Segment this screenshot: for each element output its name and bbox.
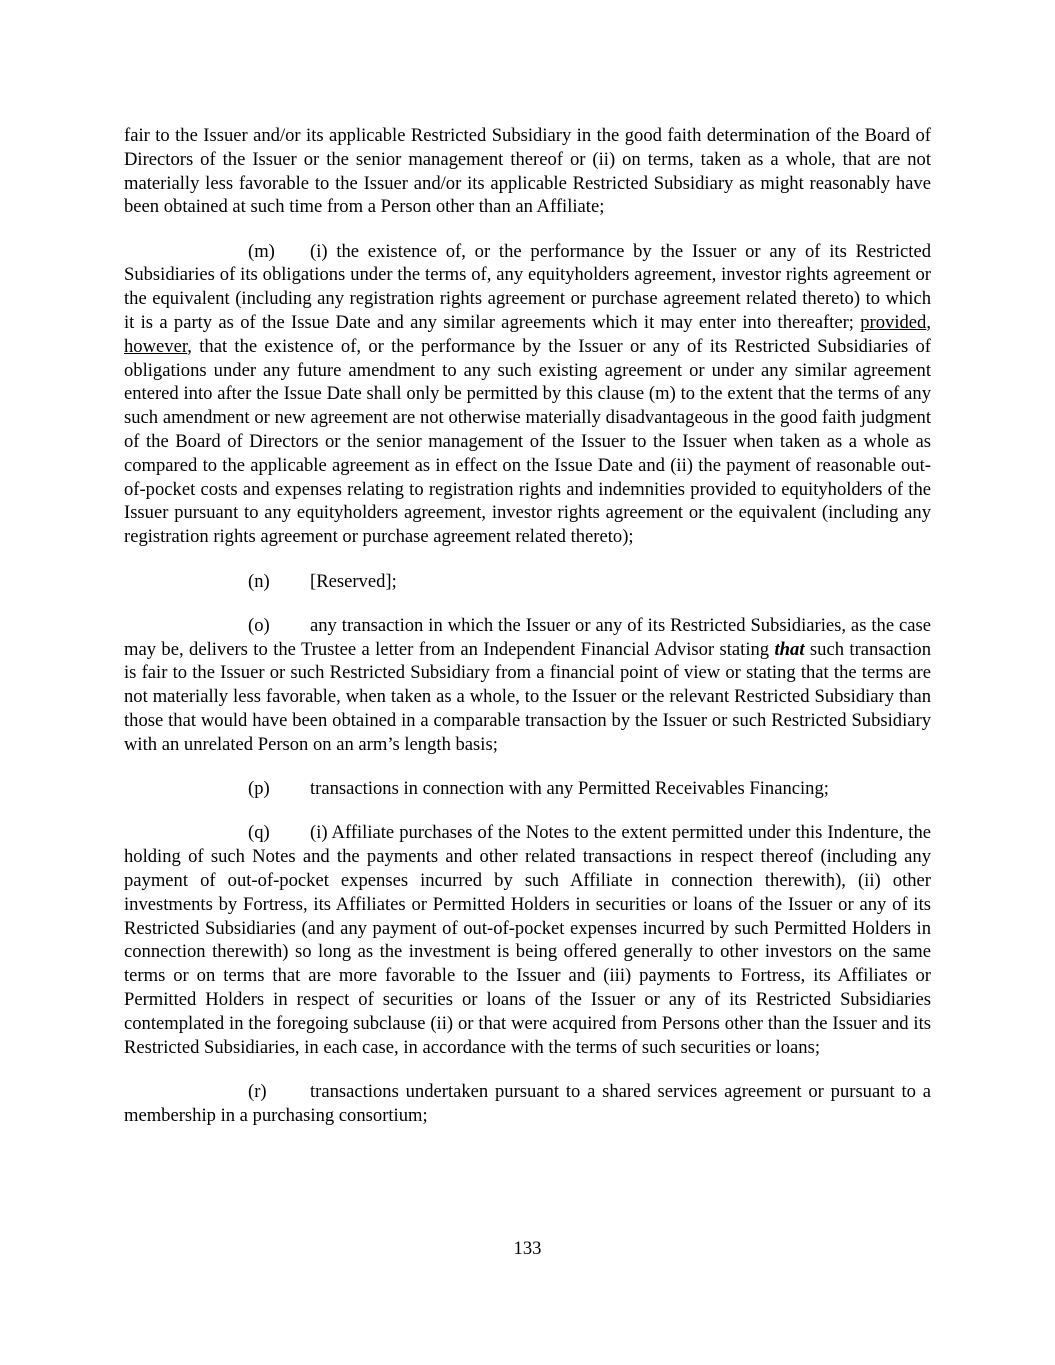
document-page — [124, 124, 931, 1148]
paragraph-text: any transaction in which the Issuer or any of its Restricted Subsidiaries, as the case may be, delivers to the Trustee a letter from an Independent Financial Advisor stating — [124, 614, 931, 660]
clause-label: (p) — [248, 778, 270, 800]
paragraph-text: (i) the existence of, or the performance by the Issuer or any of its Restricted Subsidiaries of its obligations under the terms of, any equityholders agreement, investor rights agreement or the equivalent (including any registration rights agreement or purchase agreement related thereto) to which it is a party as of the Issue Date and any similar agreements which it may enter into thereafter; — [124, 240, 931, 334]
paragraph-q — [124, 821, 931, 1059]
paragraph-text: transactions in connection with any Permitted Receivables Financing; — [310, 778, 829, 800]
paragraph-text: (i) Affiliate purchases of the Notes to the extent permitted under this Indenture, the holding of such Notes and the payments and other related transactions in respect thereof (including any payment of out-of-pocket expenses incurred by such Affiliate in connection therewith), (ii) other investments by Fortress, its Affiliates or Permitted Holders in securities or loans of the Issuer or any of its Restricted Subsidiaries (and any payment of out-of-pocket expenses incurred by such Permitted Holders in connection therewith) so long as the investment is being offered generally to other investors on the same terms or on terms that are more favorable to the Issuer and (iii) payments to Fortress, its Affiliates or Permitted Holders in respect of securities or loans of the Issuer or any of its Restricted Subsidiaries contemplated in the foregoing subclause (ii) or that were acquired from Persons other than the Issuer and its Restricted Subsidiaries, in each case, in accordance with the terms of such securities or loans; — [124, 822, 931, 1058]
paragraph-text-continued: such transaction is fair to the Issuer or such Restricted Subsidiary from a financial point of view or stating that the terms are not materially less favorable, when taken as a whole, to the Issuer or the relevant Restricted Subsidiary than those that would have been obtained in a comparable transaction by the Issuer or such Restricted Subsidiary with an unrelated Person on an arm’s length basis; — [124, 638, 931, 755]
emphasized-word: that — [774, 638, 805, 660]
paragraph-text: [Reserved]; — [310, 570, 397, 592]
paragraph-m — [124, 240, 931, 549]
paragraph-p — [124, 777, 931, 801]
page-number: 133 — [513, 1238, 542, 1259]
paragraph-r — [124, 1080, 931, 1128]
paragraph-text: transactions undertaken pursuant to a shared services agreement or pursuant to a membership in a purchasing consortium; — [124, 1080, 931, 1126]
clause-label: (m) — [248, 240, 275, 262]
clause-label: (q) — [248, 822, 270, 844]
term-separator: , — [926, 312, 931, 334]
clause-label: (n) — [248, 570, 270, 592]
however-term: however — [124, 335, 188, 357]
paragraph-text-continued: , that the existence of, or the performance by the Issuer or any of its Restricted Subsidiaries of obligations under any future amendment to any such existing agreement or under any similar agreement entered into after the Issue Date shall only be permitted by this clause (m) to the extent that the terms of any such amendment or new agreement are not otherwise materially disadvantageous in the good faith judgment of the Board of Directors or the senior management of the Issuer to the Issuer when taken as a whole as compared to the applicable agreement as in effect on the Issue Date and (ii) the payment of reasonable out-of-pocket costs and expenses relating to registration rights and indemnities provided to equityholders of the Issuer pursuant to any equityholders agreement, investor rights agreement or the equivalent (including any registration rights agreement or purchase agreement related thereto); — [124, 335, 931, 548]
paragraph-l-continuation — [124, 124, 931, 219]
provided-term: provided — [860, 312, 927, 334]
clause-label: (r) — [248, 1080, 267, 1102]
paragraph-n — [124, 570, 931, 594]
paragraph-o — [124, 614, 931, 757]
paragraph-text: fair to the Issuer and/or its applicable Restricted Subsidiary in the good faith determination of the Board of Directors of the Issuer or the senior management thereof or (ii) on terms, taken as a whole, that are not materially less favorable to the Issuer and/or its applicable Restricted Subsidiary as might reasonably have been obtained at such time from a Person other than an Affiliate; — [124, 125, 931, 218]
clause-label: (o) — [248, 614, 270, 636]
